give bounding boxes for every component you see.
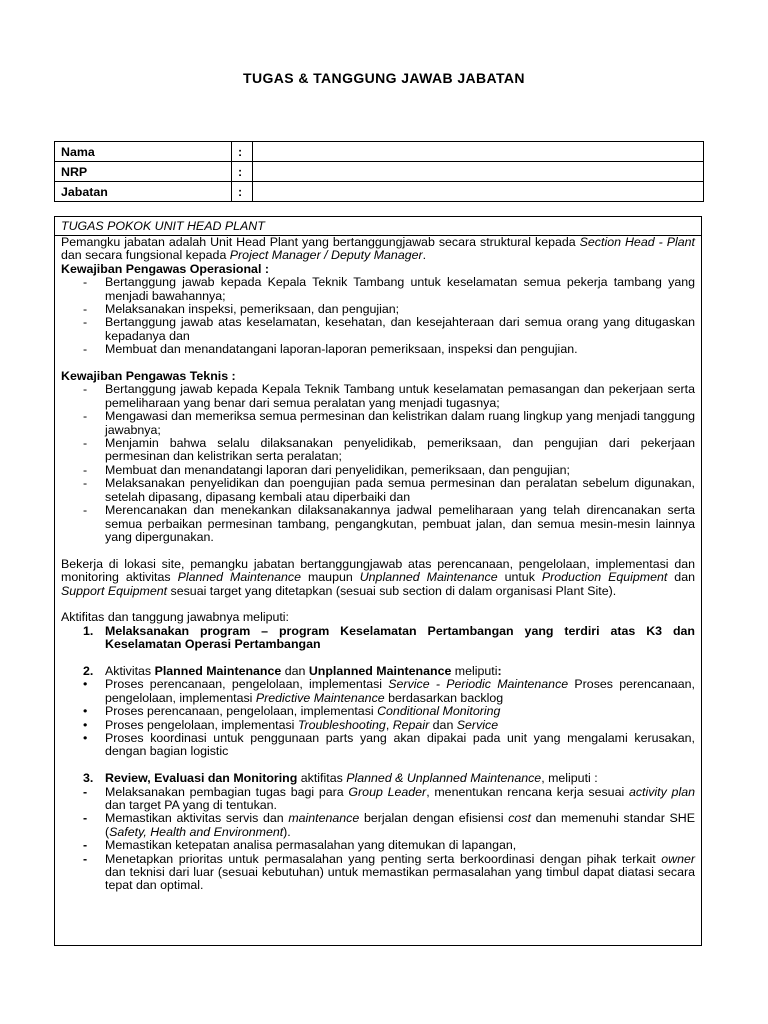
numbered-item-2 (61, 665, 695, 678)
list-item (61, 464, 695, 477)
bullet-marker: • (83, 717, 88, 732)
text: ). (283, 824, 291, 839)
info-label: NRP (55, 162, 232, 182)
dash-marker: - (83, 476, 88, 491)
list-item (61, 437, 695, 464)
text: Planned Maintenance (177, 570, 301, 585)
info-colon: : (232, 162, 253, 182)
list-item (61, 839, 695, 852)
text: dan (667, 570, 695, 585)
numbered-list-1 (61, 625, 695, 652)
text: Support Equipment (61, 583, 168, 598)
text: sesuai target yang ditetapkan (sesuai sub section di dalam organisasi Plant Site). (167, 583, 617, 598)
info-value-nrp (253, 162, 704, 182)
text: Safety, Health and Environment (109, 824, 284, 839)
text: , (385, 717, 393, 732)
text: Group Leader (348, 784, 427, 799)
dash-marker: - (83, 838, 88, 853)
text: maintenance (288, 811, 360, 826)
duties-box-header: TUGAS POKOK UNIT HEAD PLANT (55, 217, 701, 236)
text: : (497, 663, 502, 678)
list-item (61, 343, 695, 356)
info-value-nama (253, 142, 704, 162)
info-colon: : (232, 182, 253, 202)
employee-info-table (54, 141, 704, 202)
text: , meliputi : (541, 771, 598, 786)
text: Section Head - Plant (579, 235, 695, 249)
text: Service (456, 717, 499, 732)
teknis-heading: Kewajiban Pengawas Teknis : (61, 369, 236, 384)
dash-marker: - (83, 436, 88, 451)
dash-marker: - (83, 409, 88, 424)
list-item (61, 303, 695, 316)
text: Mengawasi dan memeriksa semua permesinan dan kelistrikan dalam ruang lingkup yang menjadi tanggung jawabnya; (105, 409, 695, 437)
text: dan (281, 663, 309, 678)
text: Project Manager / Deputy Manager (229, 248, 423, 263)
maintenance-bullet-list (61, 678, 695, 758)
dash-marker: - (83, 302, 88, 317)
info-row-nrp (55, 162, 704, 182)
item-number: 2. (83, 663, 94, 678)
numbered-item-1 (61, 625, 695, 652)
text: Melaksanakan penyelidikan dan poengujian pada semua permesinan dan peralatan sebelum digunakan, setelah dipasang, dipasang kembali atau diperbaiki dan (105, 476, 695, 504)
text: Melaksanakan pembagian tugas bagi para (105, 784, 349, 799)
dash-marker: - (83, 342, 88, 357)
text: dan teknisi dari luar (sesuai kebutuhan) untuk memastikan permasalahan yang timbul dapat diatasi secara tepat dan optimal. (105, 865, 695, 893)
dash-marker: - (83, 851, 88, 866)
document-title: TUGAS & TANGGUNG JAWAB JABATAN (243, 70, 525, 86)
dash-marker: - (83, 811, 88, 826)
numbered-item-3 (61, 772, 695, 785)
list-item (61, 316, 695, 343)
info-row-jabatan (55, 182, 704, 202)
text: Predictive Maintenance (255, 690, 385, 705)
text: dan memenuhi standar SHE ( (105, 811, 695, 839)
teknis-list (61, 383, 695, 544)
text: , menentukan rencana kerja sesuai (426, 784, 629, 799)
text: . (422, 248, 427, 263)
text: untuk (497, 570, 542, 585)
text: maupun (300, 570, 360, 585)
operasional-list (61, 276, 695, 356)
list-item (61, 410, 695, 437)
dash-marker: - (83, 382, 88, 397)
info-label: Jabatan (55, 182, 232, 202)
operasional-heading: Kewajiban Pengawas Operasional : (61, 261, 269, 276)
dash-marker: - (83, 462, 88, 477)
text: Bekerja di lokasi site, pemangku jabatan bertanggungjawab atas perencanaan, pengelolaan, implementasi dan monitoring aktivitas (61, 556, 695, 585)
list-item (61, 853, 695, 893)
text: Unplanned Maintenance (359, 570, 498, 585)
duties-box (54, 216, 702, 946)
dash-marker: - (83, 315, 88, 330)
text: Review, Evaluasi dan Monitoring (105, 771, 298, 786)
list-item (61, 732, 695, 759)
text: Membuat dan menandatangi laporan dari penyelidikan, pemeriksaan, dan pengujian; (105, 462, 570, 477)
list-item (61, 276, 695, 303)
text: berdasarkan backlog (384, 690, 504, 705)
text: Bertanggung jawab kepada Kepala Teknik Tambang untuk keselamatan semua pekerja tambang yang menjadi bawahannya; (105, 275, 695, 303)
text: Conditional Monitoring (377, 704, 501, 719)
list-item (61, 477, 695, 504)
text: cost (508, 811, 531, 826)
list-item (61, 719, 695, 732)
bullet-marker: • (83, 704, 88, 719)
dash-marker: - (83, 503, 88, 518)
text: Membuat dan menandatangani laporan-laporan pemeriksaan, inspeksi dan pengujian. (105, 342, 578, 357)
aktifitas-intro: Aktifitas dan tanggung jawabnya meliputi: (61, 610, 289, 625)
dash-marker: - (83, 784, 88, 799)
text: Planned Maintenance (154, 663, 282, 678)
text: dan secara fungsional kepada (61, 248, 230, 263)
text: Melaksanakan program – program Keselamatan Pertambangan yang terdiri atas K3 dan Keselamatan Operasi Pertambangan (105, 623, 695, 652)
duties-box-body (55, 236, 701, 893)
text: Proses perencanaan, pengelolaan, implementasi (105, 704, 378, 719)
text: Production Equipment (541, 570, 668, 585)
info-row-nama (55, 142, 704, 162)
list-item (61, 705, 695, 718)
text: Merencanakan dan menekankan dilaksanakannya jadwal pemeliharaan yang telah direncanakan serta semua perbaikan permesinan tambang, pengangkutan, pembuat jalan, dan semua mesin-mesin lainnya yang dipergunakan. (105, 503, 695, 544)
text: Proses pengelolaan, implementasi (105, 717, 298, 732)
text: Pemangku jabatan adalah Unit Head Plant yang bertanggungjawab secara struktural kepada (61, 235, 580, 249)
text: Unplanned Maintenance (308, 663, 452, 678)
bekerja-paragraph (61, 558, 695, 598)
info-value-jabatan (253, 182, 704, 202)
text: Proses koordinasi untuk penggunaan parts yang akan dipakai pada unit yang mengalami kerusakan, dengan bagian logistic (105, 730, 695, 759)
text: Troubleshooting (297, 717, 386, 732)
text: Bertanggung jawab kepada Kepala Teknik Tambang untuk keselamatan pemasangan dan pekerjaan serta pemeliharaan yang benar dari semua peralatan yang menjadi tugasnya; (105, 382, 695, 410)
list-item (61, 812, 695, 839)
review-list (61, 786, 695, 893)
text: Menetapkan prioritas untuk permasalahan yang penting serta berkoordinasi dengan pihak terkait (105, 851, 662, 866)
text: Memastikan aktivitas servis dan (105, 811, 289, 826)
info-colon: : (232, 142, 253, 162)
bullet-marker: • (83, 730, 88, 745)
text: dan (429, 717, 457, 732)
info-label: Nama (55, 142, 232, 162)
text: aktifitas (297, 771, 347, 786)
text: meliputi (451, 663, 498, 678)
text: Memastikan ketepatan analisa permasalahan yang ditemukan di lapangan, (105, 838, 517, 853)
list-item (61, 678, 695, 705)
text: Repair (392, 717, 430, 732)
list-item (61, 504, 695, 544)
bullet-marker: • (83, 677, 88, 692)
text: Melaksanakan inspeksi, pemeriksaan, dan pengujian; (105, 302, 400, 317)
text: dan target PA yang di tentukan. (105, 797, 277, 812)
text: activity plan (628, 784, 695, 799)
intro-paragraph (61, 236, 695, 263)
text: Proses perencanaan, pengelolaan, implementasi (105, 677, 389, 692)
text: Menjamin bahwa selalu dilaksanakan penyelidikab, pemeriksaan, dan pengujian dari pekerjaan permesinan dan kelistrikan serta peralatan; (105, 436, 695, 464)
text: Proses perencanaan, pengelolaan, implementasi (105, 677, 695, 705)
list-item (61, 383, 695, 410)
dash-marker: - (83, 275, 88, 290)
list-item (61, 786, 695, 813)
text: owner (661, 851, 695, 866)
text: Planned & Unplanned Maintenance (346, 771, 542, 786)
text: berjalan dengan efisiensi (359, 811, 509, 826)
text: Service - Periodic Maintenance (388, 677, 569, 692)
item-number: 3. (83, 771, 94, 786)
item-number: 1. (83, 623, 94, 638)
text: Aktivitas (105, 663, 155, 678)
text: Bertanggung jawab atas keselamatan, kesehatan, dan kesejahteraan dari semua orang yang ditugaskan kepadanya dan (105, 315, 695, 343)
